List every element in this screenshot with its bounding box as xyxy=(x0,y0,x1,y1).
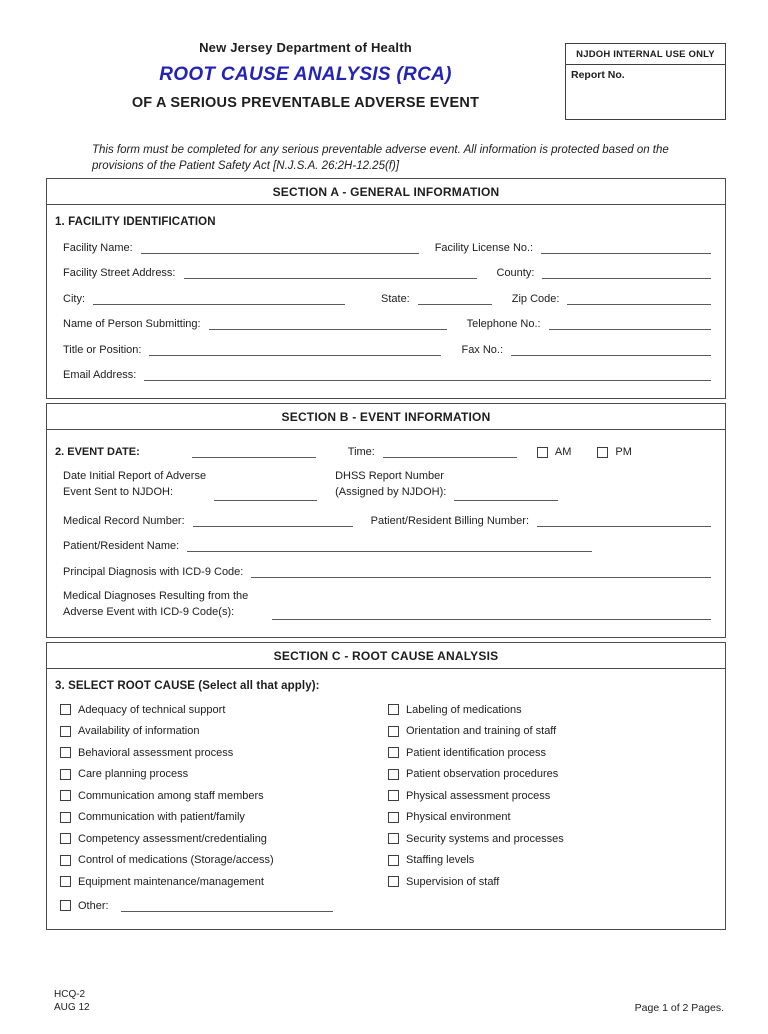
agency-name: New Jersey Department of Health xyxy=(199,40,412,55)
section-a-heading: SECTION A - GENERAL INFORMATION xyxy=(47,179,725,205)
root-cause-option xyxy=(60,747,383,759)
root-cause-option xyxy=(60,876,383,888)
other-option xyxy=(60,899,711,912)
root-cause-option xyxy=(388,747,711,759)
principal-dx-input[interactable] xyxy=(251,565,711,578)
root-cause-label: Equipment maintenance/management xyxy=(78,875,264,888)
root-cause-option xyxy=(388,725,711,737)
section-a-body xyxy=(47,205,725,398)
county-label: County: xyxy=(496,267,535,280)
field-row xyxy=(55,241,711,254)
root-cause-label: Security systems and processes xyxy=(406,832,564,845)
root-cause-option xyxy=(60,790,383,802)
other-checkbox[interactable] xyxy=(60,900,71,911)
root-cause-left-column xyxy=(55,694,383,888)
root-cause-checkbox[interactable] xyxy=(60,876,71,887)
root-cause-checkbox[interactable] xyxy=(388,812,399,823)
root-cause-option xyxy=(388,854,711,866)
section-c xyxy=(46,642,726,930)
dhss-report-label: DHSS Report Number (Assigned by NJDOH): xyxy=(335,470,447,499)
root-cause-checkbox[interactable] xyxy=(388,855,399,866)
root-cause-checkbox[interactable] xyxy=(388,833,399,844)
root-cause-label: Physical environment xyxy=(406,811,511,824)
root-cause-option xyxy=(388,876,711,888)
root-cause-label: Orientation and training of staff xyxy=(406,725,557,738)
event-date-label: 2. EVENT DATE: xyxy=(55,446,140,459)
position-input[interactable] xyxy=(149,343,441,356)
root-cause-label: Adequacy of technical support xyxy=(78,703,226,716)
root-cause-option xyxy=(388,833,711,845)
initial-report-label: Date Initial Report of Adverse Event Sent to NJDOH: xyxy=(63,470,207,499)
root-cause-checkbox[interactable] xyxy=(60,747,71,758)
facility-name-label: Facility Name: xyxy=(63,241,133,254)
facility-identification-title: 1. FACILITY IDENTIFICATION xyxy=(55,216,216,229)
billing-label: Patient/Resident Billing Number: xyxy=(370,514,530,527)
page-number: Page 1 of 2 Pages. xyxy=(634,1001,724,1014)
facility-license-label: Facility License No.: xyxy=(434,241,534,254)
field-row xyxy=(55,266,711,279)
am-checkbox[interactable] xyxy=(537,447,548,458)
dhss-report-input[interactable] xyxy=(454,488,558,501)
pm-label: PM xyxy=(615,446,632,459)
state-label: State: xyxy=(381,292,410,305)
street-address-label: Facility Street Address: xyxy=(63,267,176,280)
root-cause-right-column xyxy=(383,694,711,888)
am-label: AM xyxy=(554,446,572,459)
principal-dx-label: Principal Diagnosis with ICD-9 Code: xyxy=(63,565,244,578)
form-date: AUG 12 xyxy=(54,1001,90,1013)
billing-input[interactable] xyxy=(537,514,711,527)
submitter-input[interactable] xyxy=(209,317,447,330)
root-cause-checkbox[interactable] xyxy=(388,726,399,737)
internal-use-box xyxy=(565,43,726,120)
root-cause-option xyxy=(388,768,711,780)
root-cause-label: Availability of information xyxy=(78,725,200,738)
root-cause-option xyxy=(388,790,711,802)
email-input[interactable] xyxy=(144,368,711,381)
mrn-label: Medical Record Number: xyxy=(63,514,185,527)
email-label: Email Address: xyxy=(63,369,137,382)
section-a xyxy=(46,178,726,399)
state-input[interactable] xyxy=(418,292,492,305)
zip-input[interactable] xyxy=(567,292,711,305)
root-cause-label: Competency assessment/credentialing xyxy=(78,832,267,845)
telephone-input[interactable] xyxy=(549,317,711,330)
root-cause-option xyxy=(60,811,383,823)
street-address-input[interactable] xyxy=(184,266,477,279)
completion-notice: This form must be completed for any serious preventable adverse event. All information is protected based on the provisions of the Patient Safety Act [N.J.S.A. 26:2H-12.25(f)] xyxy=(92,144,669,173)
root-cause-label: Staffing levels xyxy=(406,854,475,867)
facility-license-input[interactable] xyxy=(541,241,711,254)
root-cause-option xyxy=(388,811,711,823)
root-cause-option xyxy=(388,704,711,716)
initial-report-date-input[interactable] xyxy=(214,488,317,501)
field-row xyxy=(55,292,711,305)
root-cause-label: Communication with patient/family xyxy=(78,811,245,824)
resulting-dx-row xyxy=(55,589,711,621)
root-cause-option xyxy=(60,768,383,780)
other-input[interactable] xyxy=(121,899,333,912)
mrn-row xyxy=(55,514,711,527)
root-cause-option xyxy=(60,704,383,716)
time-input[interactable] xyxy=(383,445,517,458)
root-cause-checkbox[interactable] xyxy=(60,704,71,715)
root-cause-checkbox[interactable] xyxy=(60,833,71,844)
root-cause-label: Behavioral assessment process xyxy=(78,746,234,759)
form-number: HCQ-2 xyxy=(54,988,86,1000)
section-b-heading: SECTION B - EVENT INFORMATION xyxy=(47,404,725,430)
root-cause-checkbox[interactable] xyxy=(388,790,399,801)
field-row xyxy=(55,343,711,356)
root-cause-label: Patient identification process xyxy=(406,746,547,759)
telephone-label: Telephone No.: xyxy=(466,318,541,331)
root-cause-label: Physical assessment process xyxy=(406,789,551,802)
patient-name-row xyxy=(55,539,711,552)
field-row xyxy=(55,317,711,330)
internal-use-heading: NJDOH INTERNAL USE ONLY xyxy=(566,44,725,65)
root-cause-checkbox[interactable] xyxy=(388,769,399,780)
other-label: Other: xyxy=(78,899,109,912)
city-label: City: xyxy=(63,292,85,305)
section-c-heading: SECTION C - ROOT CAUSE ANALYSIS xyxy=(47,643,725,669)
form-header xyxy=(46,38,726,120)
form-subtitle: OF A SERIOUS PREVENTABLE ADVERSE EVENT xyxy=(131,95,480,111)
event-date-input[interactable] xyxy=(192,445,316,458)
zip-label: Zip Code: xyxy=(511,292,560,305)
field-row xyxy=(55,368,711,381)
root-cause-checkbox[interactable] xyxy=(60,855,71,866)
root-cause-checkbox[interactable] xyxy=(388,704,399,715)
report-no-field[interactable]: Report No. xyxy=(571,69,625,81)
root-cause-options xyxy=(55,694,711,888)
root-cause-checkbox[interactable] xyxy=(60,769,71,780)
root-cause-checkbox[interactable] xyxy=(60,790,71,801)
submitter-label: Name of Person Submitting: xyxy=(63,318,201,331)
root-cause-checkbox[interactable] xyxy=(60,726,71,737)
root-cause-label: Care planning process xyxy=(78,768,189,781)
fax-label: Fax No.: xyxy=(461,343,504,356)
resulting-dx-input[interactable] xyxy=(272,607,711,620)
resulting-dx-label: Medical Diagnoses Resulting from the Adverse Event with ICD-9 Code(s): xyxy=(63,589,249,618)
select-root-cause-title: 3. SELECT ROOT CAUSE (Select all that apply): xyxy=(55,680,320,693)
patient-name-label: Patient/Resident Name: xyxy=(63,540,180,553)
pm-option xyxy=(597,446,632,458)
root-cause-label: Patient observation procedures xyxy=(406,768,559,781)
form-title: ROOT CAUSE ANALYSIS (RCA) xyxy=(159,64,452,85)
root-cause-option xyxy=(60,854,383,866)
city-input[interactable] xyxy=(93,292,345,305)
event-date-row xyxy=(55,445,711,458)
root-cause-option xyxy=(60,725,383,737)
initial-report-row xyxy=(55,469,711,501)
county-input[interactable] xyxy=(542,266,711,279)
root-cause-checkbox[interactable] xyxy=(388,876,399,887)
root-cause-label: Supervision of staff xyxy=(406,875,500,888)
page-footer xyxy=(46,988,726,1014)
position-label: Title or Position: xyxy=(63,343,142,356)
root-cause-checkbox[interactable] xyxy=(388,747,399,758)
am-option xyxy=(537,446,572,458)
time-label: Time: xyxy=(347,446,375,459)
fax-input[interactable] xyxy=(511,343,711,356)
header-titles xyxy=(46,38,565,111)
root-cause-option xyxy=(60,833,383,845)
section-c-body xyxy=(47,669,725,929)
principal-dx-row xyxy=(55,565,711,578)
form-id xyxy=(54,988,90,1014)
section-b xyxy=(46,403,726,638)
root-cause-checkbox[interactable] xyxy=(60,812,71,823)
mrn-input[interactable] xyxy=(193,514,353,527)
root-cause-label: Labeling of medications xyxy=(406,703,522,716)
pm-checkbox[interactable] xyxy=(597,447,608,458)
section-b-body xyxy=(47,430,725,637)
root-cause-label: Communication among staff members xyxy=(78,789,264,802)
facility-name-input[interactable] xyxy=(141,241,419,254)
root-cause-label: Control of medications (Storage/access) xyxy=(78,854,274,867)
patient-name-input[interactable] xyxy=(187,539,592,552)
